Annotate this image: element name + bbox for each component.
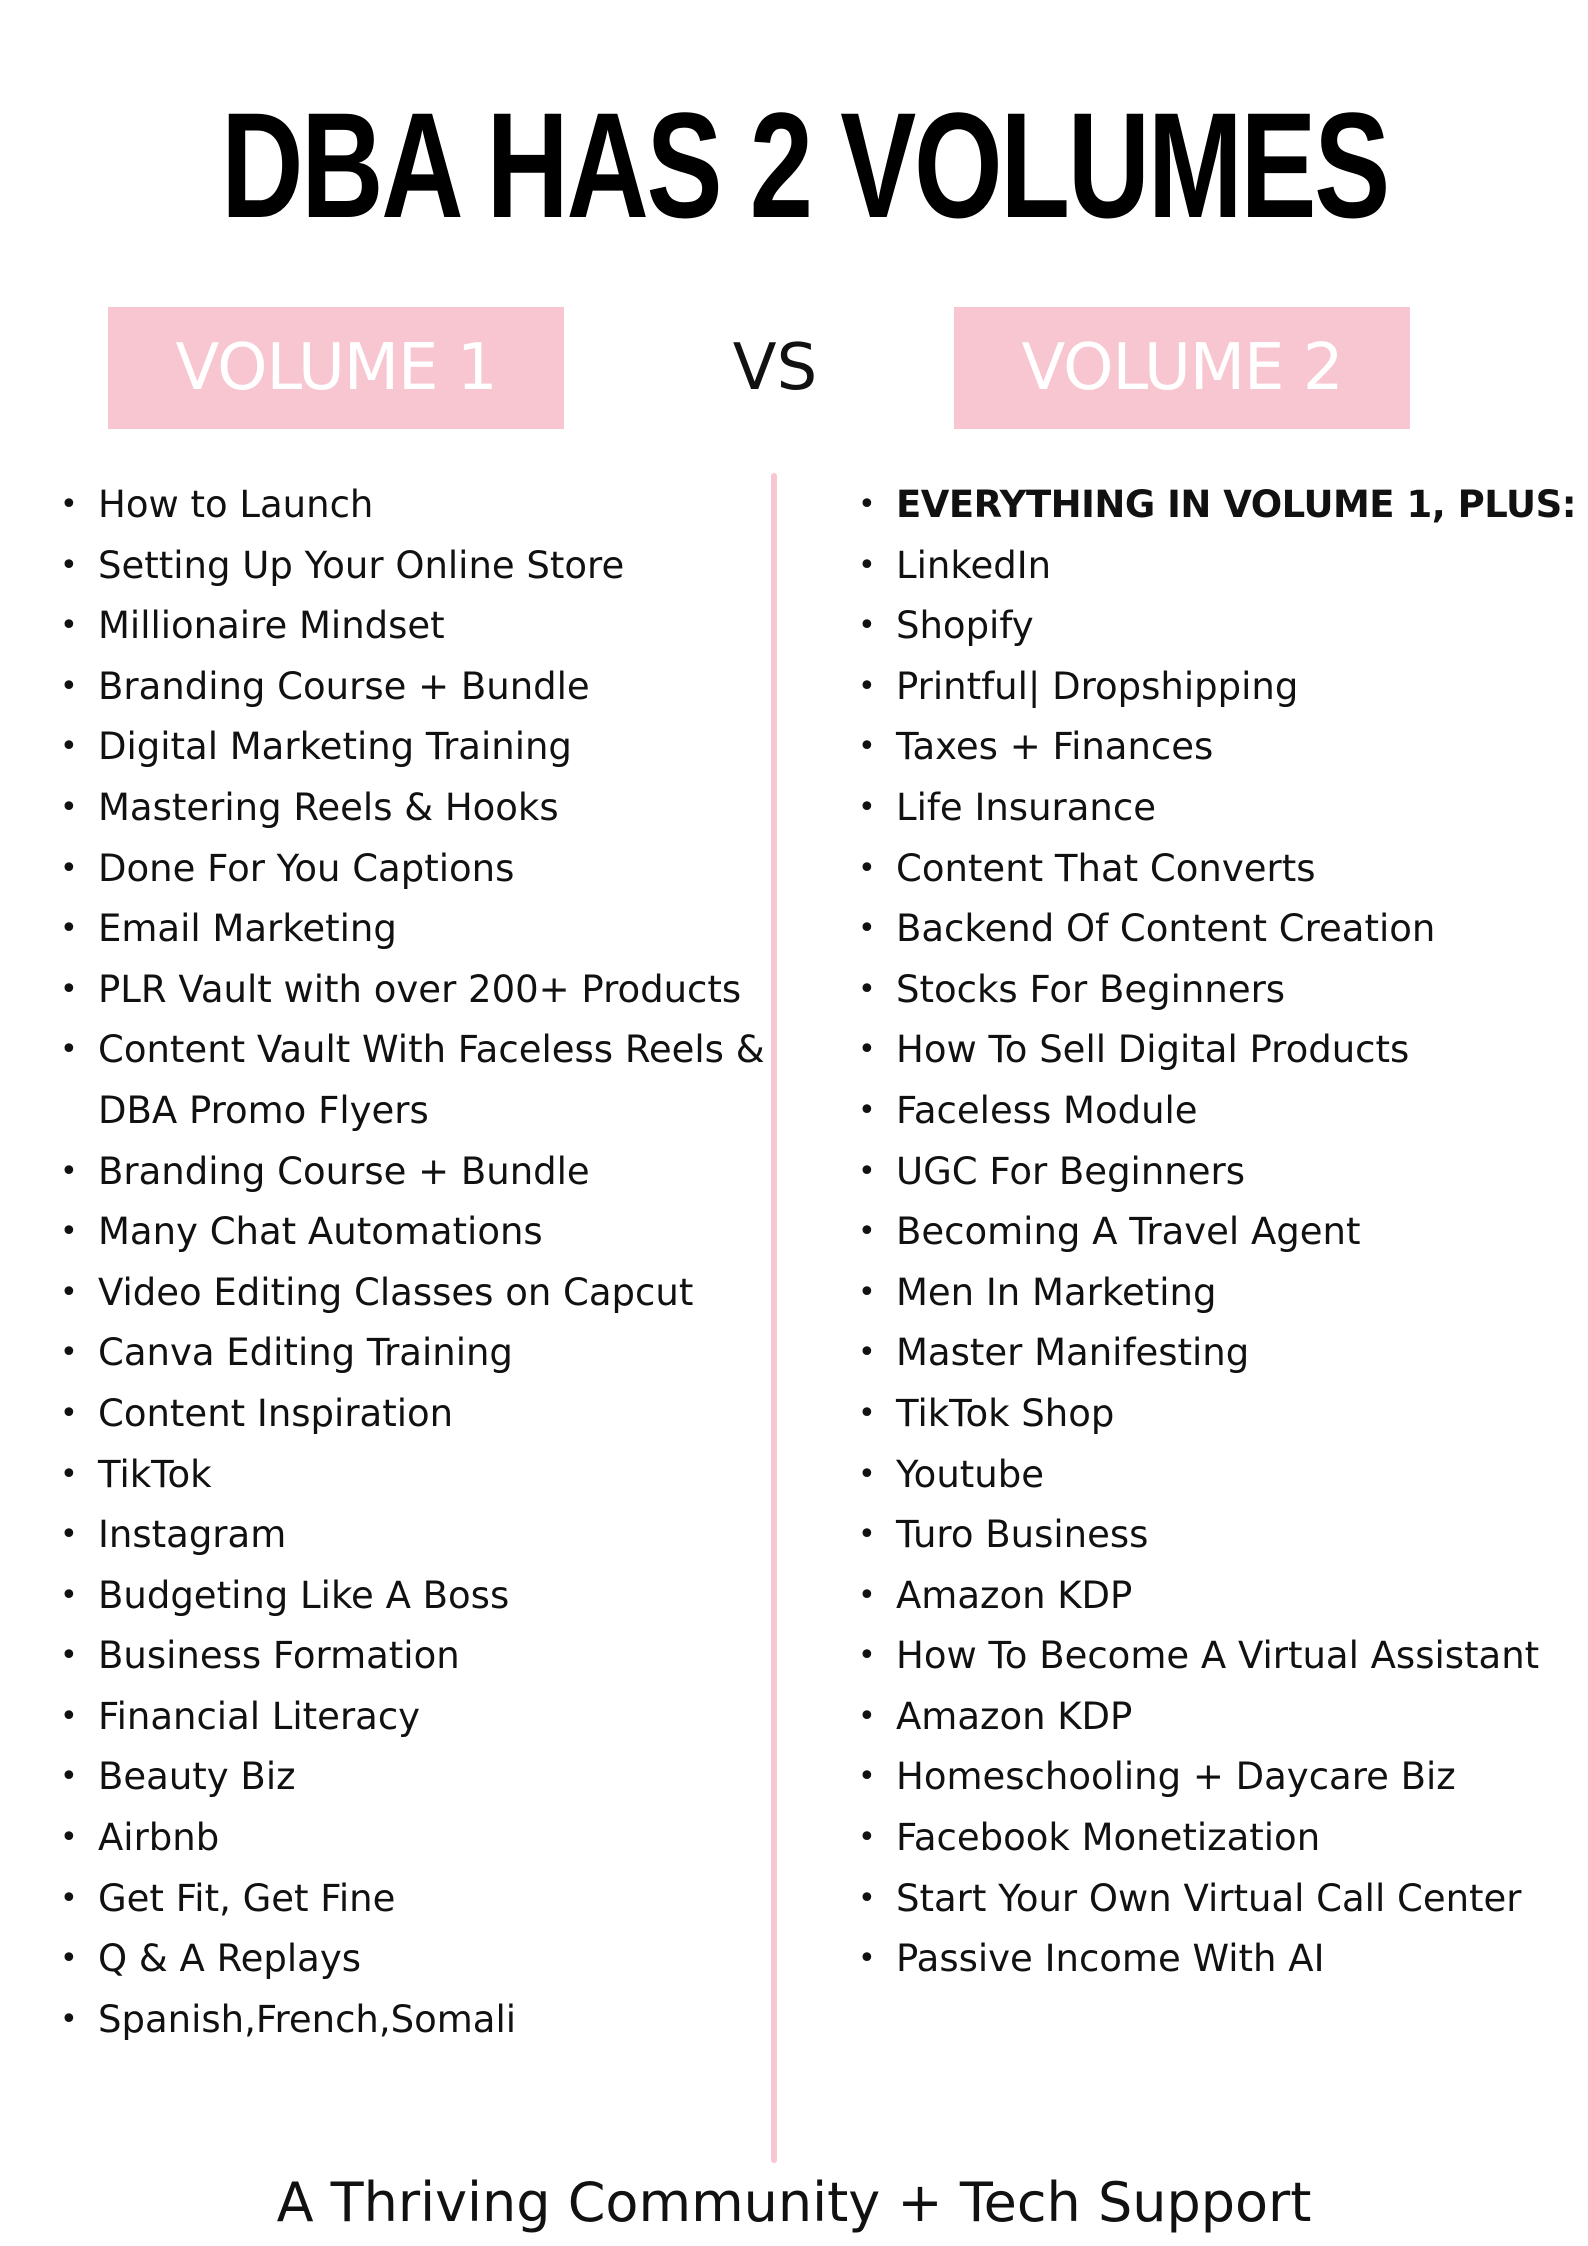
volume-2-list xyxy=(858,475,1578,1990)
list-item: • Stocks For Beginners xyxy=(858,960,1578,1021)
footer-tagline: A Thriving Community + Tech Support xyxy=(276,2171,1312,2234)
list-item: • Branding Course + Bundle xyxy=(60,657,760,718)
bullet-icon: • xyxy=(60,1274,78,1310)
bullet-icon: • xyxy=(60,1517,78,1553)
bullet-icon: • xyxy=(858,1274,876,1310)
bullet-icon: • xyxy=(858,1395,876,1431)
list-item: • Shopify xyxy=(858,596,1578,657)
bullet-icon: • xyxy=(60,1880,78,1916)
list-item: • Email Marketing xyxy=(60,899,760,960)
list-item: • Youtube xyxy=(858,1445,1578,1506)
bullet-icon: • xyxy=(60,1759,78,1795)
list-item: • Printful| Dropshipping xyxy=(858,657,1578,718)
bullet-icon: • xyxy=(858,1638,876,1674)
page-title: DBA HAS 2 VOLUMES xyxy=(221,81,1388,249)
list-item: • Millionaire Mindset xyxy=(60,596,760,657)
list-item-heading: • EVERYTHING IN VOLUME 1, PLUS: xyxy=(858,475,1578,536)
list-item: • UGC For Beginners xyxy=(858,1142,1578,1203)
bullet-icon: • xyxy=(858,1577,876,1613)
list-item: • How To Sell Digital Products xyxy=(858,1020,1578,1081)
volume-1-label: VOLUME 1 xyxy=(108,307,564,429)
list-item: • LinkedIn xyxy=(858,536,1578,597)
bullet-icon: • xyxy=(858,547,876,583)
list-item: • Beauty Biz xyxy=(60,1747,760,1808)
bullet-icon: • xyxy=(858,850,876,886)
bullet-icon: • xyxy=(60,487,78,522)
bullet-icon: • xyxy=(60,1941,78,1977)
bullet-icon: • xyxy=(60,1214,78,1250)
list-item: • Setting Up Your Online Store xyxy=(60,536,760,597)
list-item: • How To Become A Virtual Assistant xyxy=(858,1626,1578,1687)
list-item: • Content Inspiration xyxy=(60,1384,760,1445)
list-item: • Men In Marketing xyxy=(858,1263,1578,1324)
bullet-icon: • xyxy=(858,1759,876,1795)
bullet-icon: • xyxy=(60,1456,78,1492)
list-item: • Start Your Own Virtual Call Center xyxy=(858,1869,1578,1930)
bullet-icon: • xyxy=(858,911,876,947)
list-item: • Backend Of Content Creation xyxy=(858,899,1578,960)
bullet-icon: • xyxy=(60,668,78,704)
list-item: • Homeschooling + Daycare Biz xyxy=(858,1747,1578,1808)
list-item: • Many Chat Automations xyxy=(60,1202,760,1263)
bullet-icon: • xyxy=(858,789,876,825)
list-item: • Get Fit, Get Fine xyxy=(60,1869,760,1930)
bullet-icon: • xyxy=(60,850,78,886)
bullet-icon: • xyxy=(858,1698,876,1734)
bullet-icon: • xyxy=(60,729,78,765)
list-item: • PLR Vault with over 200+ Products xyxy=(60,960,760,1021)
bullet-icon: • xyxy=(858,971,876,1007)
bullet-icon: • xyxy=(858,1032,876,1068)
list-item: • Becoming A Travel Agent xyxy=(858,1202,1578,1263)
column-divider xyxy=(771,473,777,2163)
list-item: • Taxes + Finances xyxy=(858,717,1578,778)
bullet-icon: • xyxy=(858,1820,876,1856)
bullet-icon: • xyxy=(60,1577,78,1613)
list-item: • Amazon KDP xyxy=(858,1687,1578,1748)
bullet-icon: • xyxy=(60,547,78,583)
bullet-icon: • xyxy=(60,1153,78,1189)
list-item: • Video Editing Classes on Capcut xyxy=(60,1263,760,1324)
bullet-icon: • xyxy=(858,1153,876,1189)
bullet-icon: • xyxy=(60,608,78,644)
bullet-icon: • xyxy=(60,1638,78,1674)
bullet-icon: • xyxy=(858,1941,876,1977)
bullet-icon: • xyxy=(60,1395,78,1431)
list-item: • Content That Converts xyxy=(858,839,1578,900)
list-item: • Life Insurance xyxy=(858,778,1578,839)
bullet-icon: • xyxy=(60,1335,78,1371)
bullet-icon: • xyxy=(858,1214,876,1250)
list-item: • Master Manifesting xyxy=(858,1323,1578,1384)
list-item: • Amazon KDP xyxy=(858,1566,1578,1627)
bullet-icon: • xyxy=(60,1820,78,1856)
bullet-icon: • xyxy=(858,668,876,704)
list-item: • Branding Course + Bundle xyxy=(60,1142,760,1203)
list-item: • Canva Editing Training xyxy=(60,1323,760,1384)
list-item: • Done For You Captions xyxy=(60,839,760,900)
bullet-icon: • xyxy=(858,1335,876,1371)
list-item: • Turo Business xyxy=(858,1505,1578,1566)
bullet-icon: • xyxy=(858,1880,876,1916)
bullet-icon: • xyxy=(858,1456,876,1492)
list-item: • Digital Marketing Training xyxy=(60,717,760,778)
list-item: • Faceless Module xyxy=(858,1081,1578,1142)
list-item: • Airbnb xyxy=(60,1808,760,1869)
bullet-icon: • xyxy=(60,2001,78,2037)
bullet-icon: • xyxy=(60,1698,78,1734)
volume-2-label: VOLUME 2 xyxy=(954,307,1410,429)
bullet-icon: • xyxy=(60,1032,78,1068)
list-item: • TikTok xyxy=(60,1445,760,1506)
list-item: • Instagram xyxy=(60,1505,760,1566)
list-item: • TikTok Shop xyxy=(858,1384,1578,1445)
list-item: • How to Launch xyxy=(60,475,760,536)
list-item: • Facebook Monetization xyxy=(858,1808,1578,1869)
vs-label: VS xyxy=(732,331,818,405)
bullet-icon: • xyxy=(858,1092,876,1128)
list-item: • Spanish,French,Somali xyxy=(60,1990,760,2051)
list-item: • Mastering Reels & Hooks xyxy=(60,778,760,839)
bullet-icon: • xyxy=(858,729,876,765)
bullet-icon: • xyxy=(60,971,78,1007)
volume-1-list xyxy=(60,475,765,2050)
list-item: • Content Vault With Faceless Reels & xyxy=(60,1020,760,1081)
bullet-icon: • xyxy=(60,911,78,947)
list-item-continuation: DBA Promo Flyers xyxy=(98,1088,429,1132)
list-item: • Budgeting Like A Boss xyxy=(60,1566,760,1627)
bullet-icon: • xyxy=(858,1517,876,1553)
bullet-icon: • xyxy=(858,608,876,644)
list-item: • Passive Income With AI xyxy=(858,1929,1578,1990)
list-item: • Financial Literacy xyxy=(60,1687,760,1748)
bullet-icon: • xyxy=(60,789,78,825)
bullet-icon: • xyxy=(858,487,876,522)
list-item: • Q & A Replays xyxy=(60,1929,760,1990)
list-item: • Business Formation xyxy=(60,1626,760,1687)
